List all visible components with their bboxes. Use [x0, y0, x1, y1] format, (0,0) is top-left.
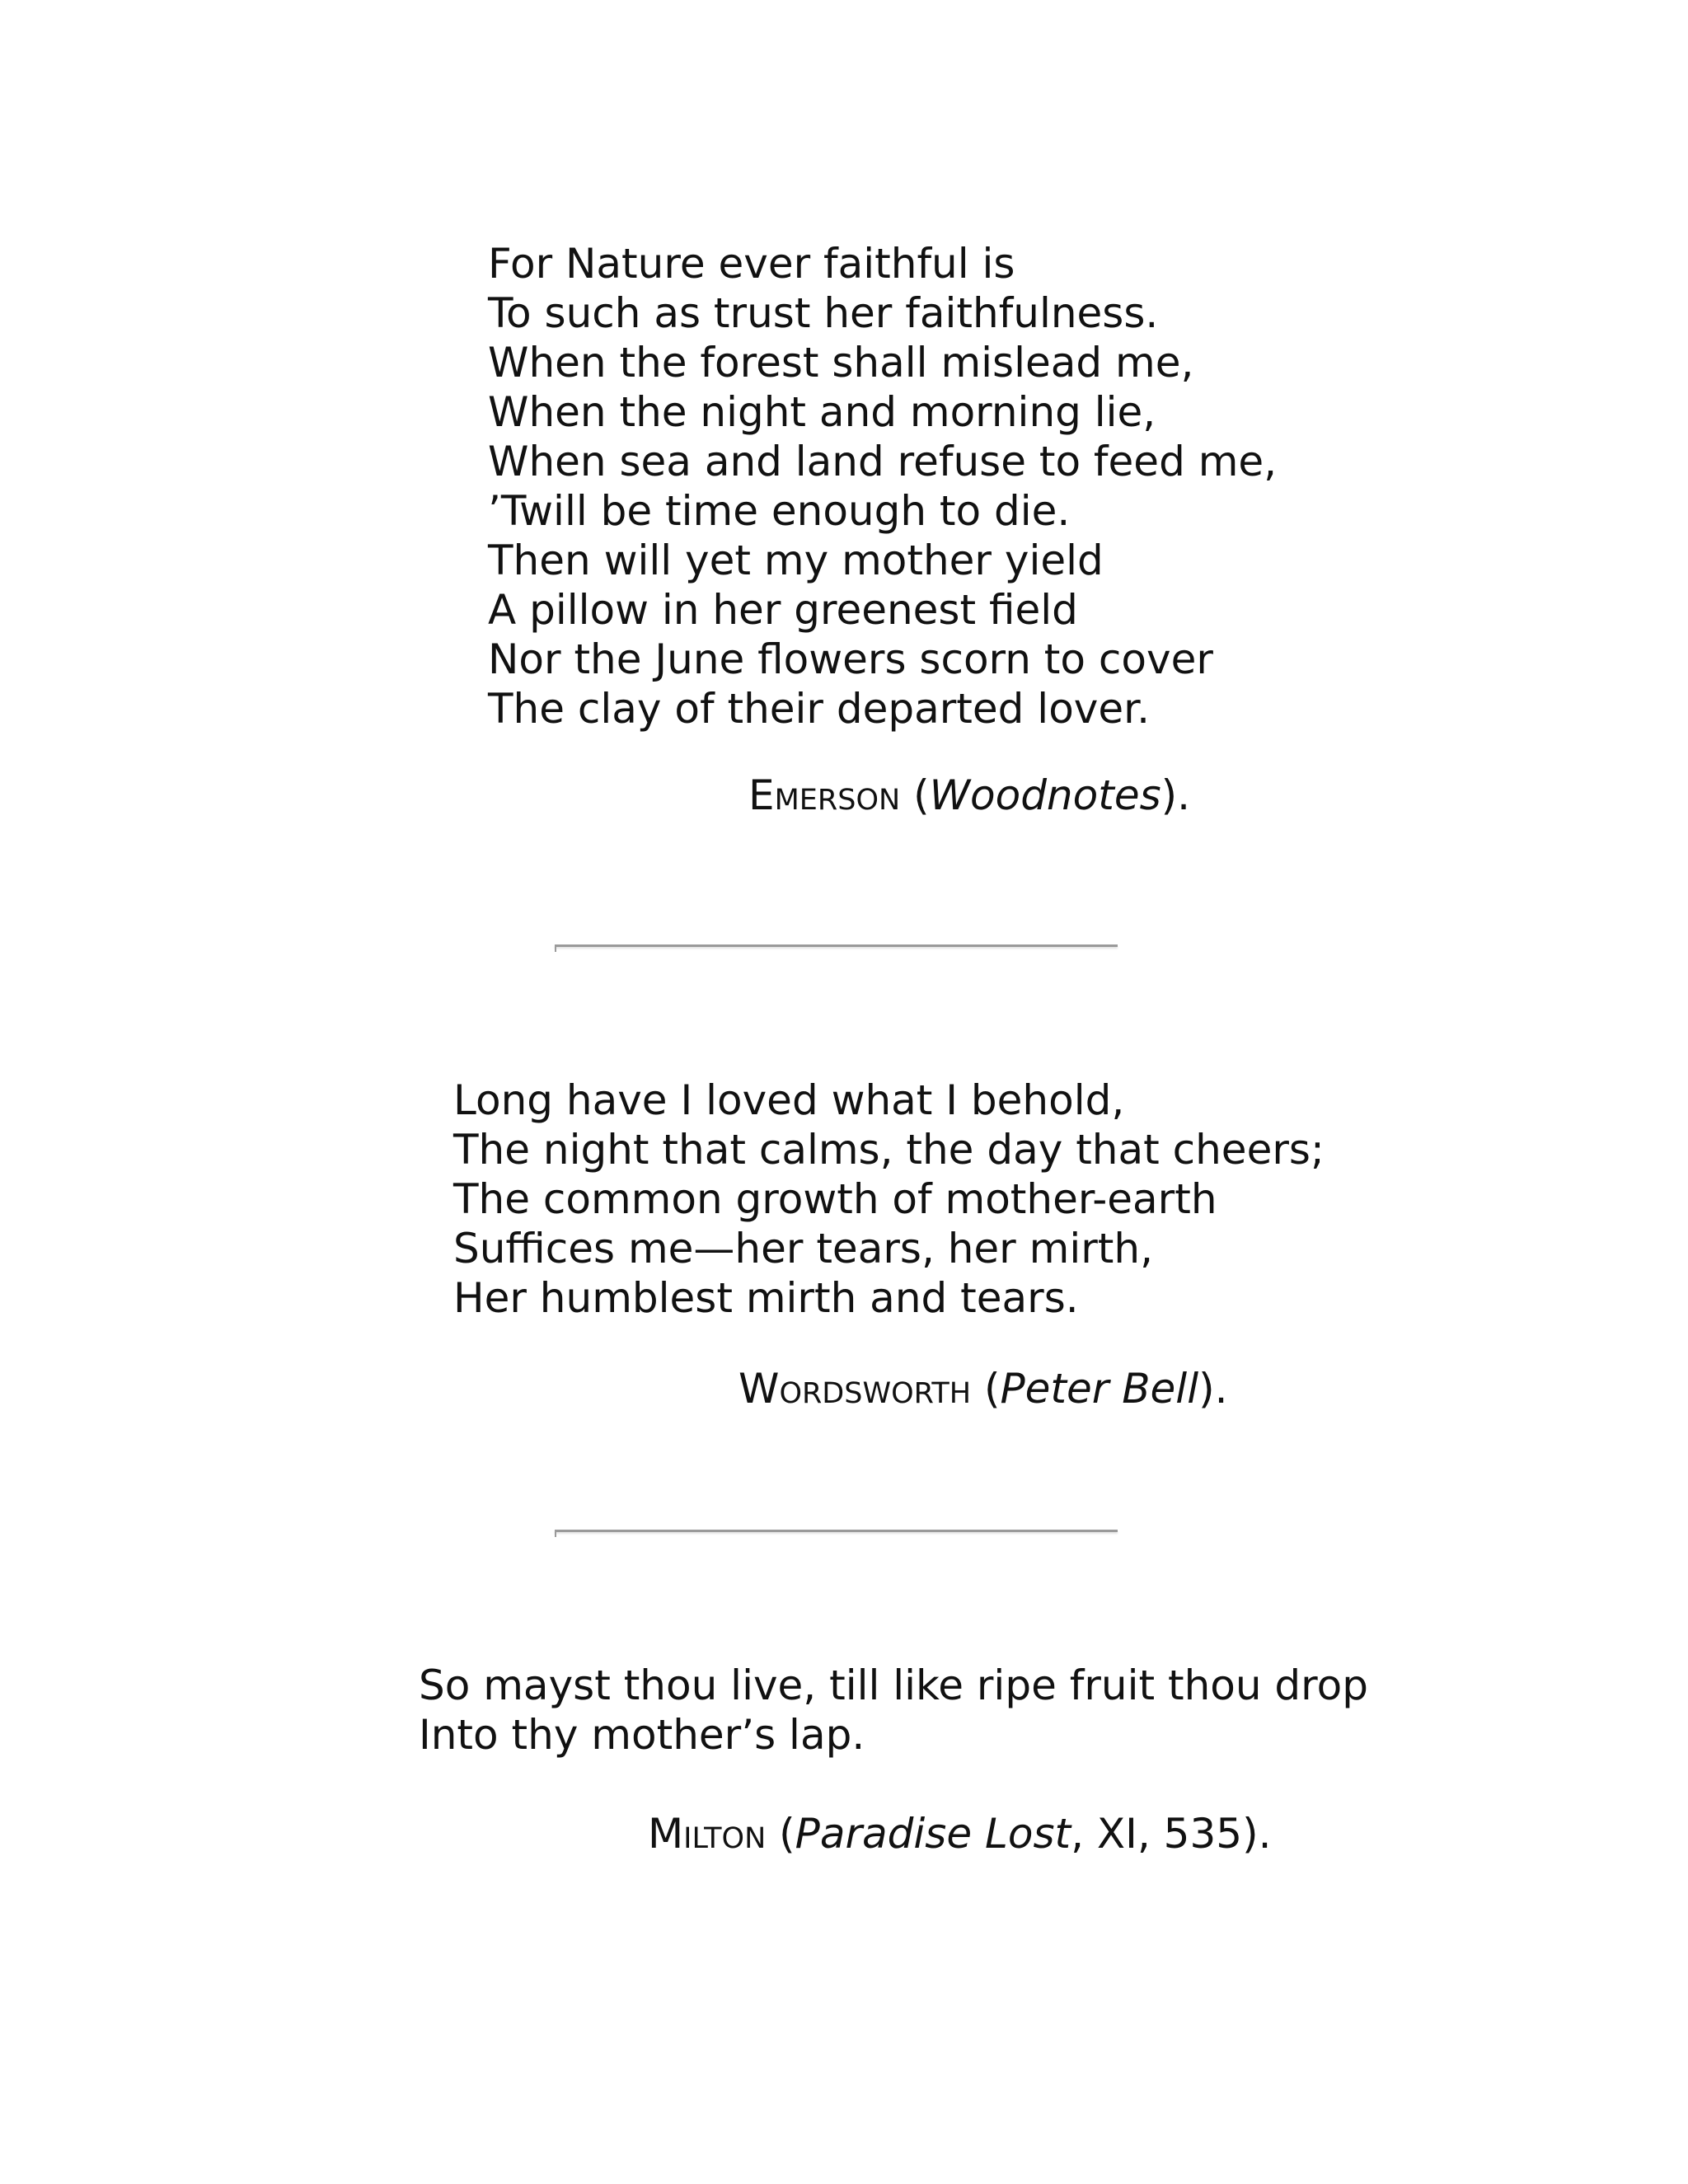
attribution-close: ). [1160, 771, 1191, 819]
verse-line: For Nature ever faithful is [488, 240, 1015, 288]
verse-line: Her humblest mirth and tears. [453, 1274, 1079, 1322]
verse-line: A pillow in her greenest field [488, 586, 1078, 634]
verse-line: When the night and morning lie, [488, 388, 1156, 436]
attribution-emerson [748, 771, 1190, 820]
verse-line: When sea and land refuse to feed me, [488, 438, 1278, 485]
poem-stanza-wordsworth [453, 1076, 1325, 1323]
verse-line: Then will yet my mother yield [488, 537, 1104, 584]
verse-line: When the forest shall mislead me, [488, 339, 1194, 387]
work-title: Paradise Lost [795, 1810, 1071, 1858]
attribution-close: ). [1198, 1365, 1228, 1413]
verse-line: The common growth of mother-earth [453, 1175, 1217, 1223]
verse-line: Nor the June flowers scorn to cover [488, 635, 1213, 683]
attribution-milton [648, 1809, 1272, 1858]
verse-line: The night that calms, the day that cheers; [453, 1126, 1325, 1174]
verse-line: Suffices me—her tears, her mirth, [453, 1225, 1153, 1272]
verse-line: Long have I loved what I behold, [453, 1076, 1125, 1124]
verse-line: So mayst thou live, till like ripe fruit thou drop [419, 1661, 1368, 1709]
verse-line: ’Twill be time enough to die. [488, 487, 1071, 535]
author-name: Emerson [748, 771, 901, 819]
attribution-open: ( [900, 771, 930, 819]
attribution-open: ( [766, 1810, 795, 1858]
attribution-close: , XI, 535). [1071, 1810, 1272, 1858]
attribution-wordsworth [738, 1364, 1228, 1413]
section-divider [555, 1530, 1118, 1532]
attribution-open: ( [971, 1365, 1001, 1413]
section-divider [555, 944, 1118, 947]
work-title: Peter Bell [1000, 1365, 1199, 1413]
verse-line: To such as trust her faithfulness. [488, 289, 1159, 337]
author-name: Milton [648, 1810, 767, 1858]
author-name: Wordsworth [738, 1365, 972, 1413]
verse-line: Into thy mother’s lap. [419, 1711, 865, 1759]
verse-line: The clay of their departed lover. [488, 685, 1151, 733]
work-title: Woodnotes [929, 771, 1161, 819]
poem-stanza-emerson [488, 239, 1277, 733]
poem-stanza-milton [419, 1661, 1368, 1760]
